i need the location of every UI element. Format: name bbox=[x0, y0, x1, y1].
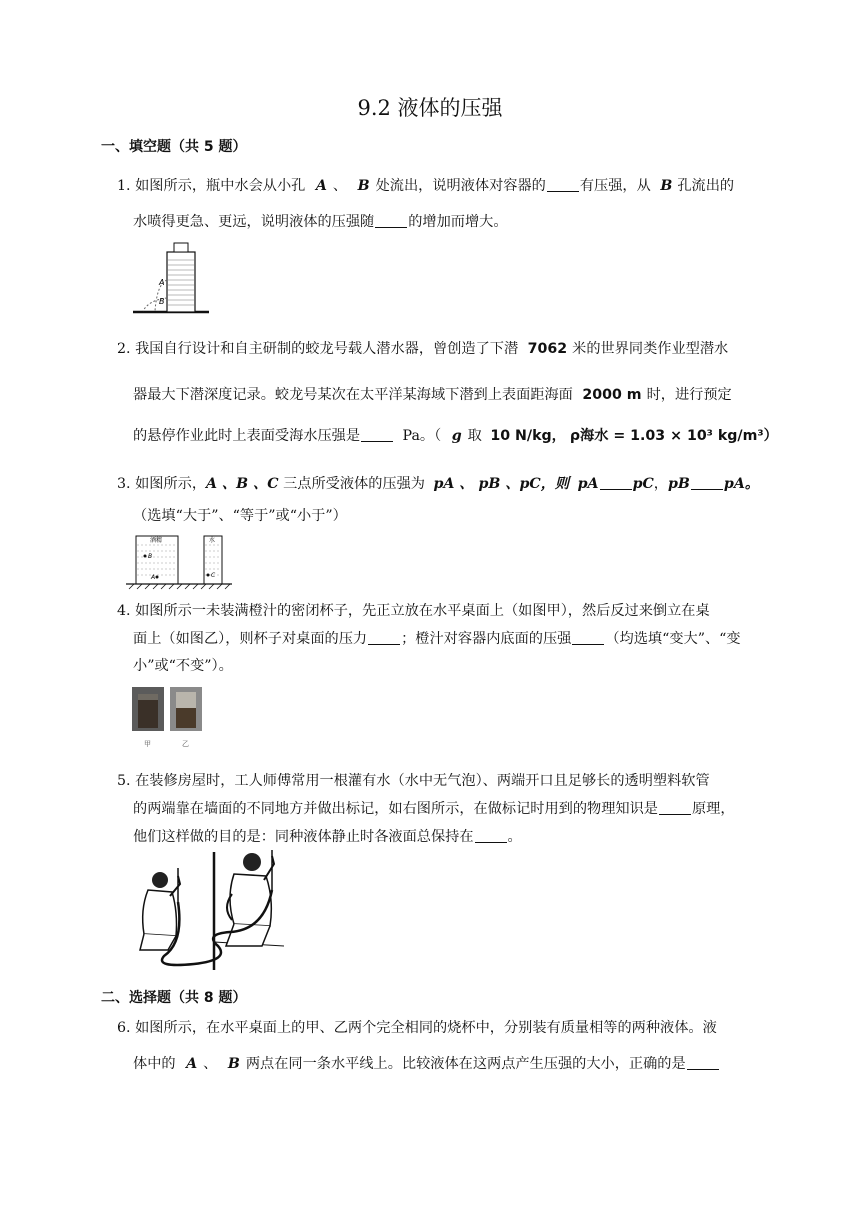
workers-figure bbox=[134, 850, 284, 972]
question-4-line-3: 小”或“不变”）。 bbox=[133, 658, 233, 674]
label-yi: 乙 bbox=[182, 740, 189, 748]
question-1-line-1: 1. 如图所示，瓶中水会从小孔 A 、 B 处流出，说明液体对容器的 有压强，从 B 孔流出的 bbox=[117, 178, 735, 194]
question-number: 1. bbox=[117, 178, 131, 194]
point-a-label: A bbox=[151, 574, 156, 581]
answer-blank[interactable] bbox=[659, 813, 691, 815]
question-5-line-1: 5. 在装修房屋时，工人师傅常用一根灌有水（水中无气泡）、两端开口且足够长的透明塑料软管 bbox=[117, 773, 710, 789]
question-5-line-2: 的两端靠在墙面的不同地方并做出标记，如右图所示，在做标记时用到的物理知识是 原理， bbox=[133, 801, 735, 817]
section-heading-choice: 二、选择题（共 8 题） bbox=[101, 990, 247, 1006]
answer-blank[interactable] bbox=[600, 488, 632, 490]
answer-blank[interactable] bbox=[547, 190, 579, 192]
answer-blank[interactable] bbox=[375, 226, 407, 228]
answer-blank[interactable] bbox=[361, 440, 393, 442]
question-2-line-3: 的悬停作业此时上表面受海水压强是 Pa。（ g 取 10 N/kg， ρ海水 = 1.03 × 10³ kg/m³） bbox=[133, 428, 778, 444]
label-alcohol: 酒精 bbox=[150, 537, 163, 544]
containers-figure bbox=[126, 531, 236, 591]
answer-blank[interactable] bbox=[691, 488, 723, 490]
bottle-figure bbox=[133, 238, 213, 318]
question-number: 6. bbox=[117, 1020, 131, 1036]
answer-blank[interactable] bbox=[475, 841, 507, 843]
question-number: 2. bbox=[117, 341, 131, 357]
answer-blank[interactable] bbox=[368, 643, 400, 645]
answer-blank[interactable] bbox=[572, 643, 604, 645]
answer-blank[interactable] bbox=[687, 1068, 719, 1070]
section-heading-fill-blank: 一、填空题（共 5 题） bbox=[101, 139, 247, 155]
question-4-line-2: 面上（如图乙），则杯子对桌面的压力 ；橙汁对容器内底面的压强 （均选填“变大”、“变 bbox=[133, 631, 741, 647]
question-6-line-1: 6. 如图所示，在水平桌面上的甲、乙两个完全相同的烧杯中，分别装有质量相等的两种液体。液 bbox=[117, 1020, 717, 1036]
point-c-label: C bbox=[211, 572, 216, 579]
point-b-label: B bbox=[148, 553, 153, 560]
question-2-line-2: 器最大下潜深度记录。蛟龙号某次在太平洋某海域下潜到上表面距海面 2000 m 时，进行预定 bbox=[133, 387, 732, 403]
page-title: 9.2 液体的压强 bbox=[357, 96, 503, 120]
question-3-line-1: 3. 如图所示，A 、B 、C 三点所受液体的压强为 pA 、 pB 、pC，则 pA pC，pB pA。 bbox=[117, 476, 760, 492]
label-jia: 甲 bbox=[144, 740, 151, 748]
question-number: 5. bbox=[117, 773, 131, 789]
hole-label-b: B bbox=[159, 297, 165, 306]
question-3-line-2: （选填“大于”、“等于”或“小于”） bbox=[133, 508, 347, 524]
question-number: 4. bbox=[117, 603, 131, 619]
cups-figure bbox=[130, 686, 210, 752]
question-6-line-2: 体中的 A 、 B 两点在同一条水平线上。比较液体在这两点产生压强的大小，正确的是 bbox=[133, 1053, 720, 1073]
question-5-line-3: 他们这样做的目的是：同种液体静止时各液面总保持在 。 bbox=[133, 829, 522, 845]
hole-label-a: A bbox=[159, 278, 165, 287]
question-4-line-1: 4. 如图所示一未装满橙汁的密闭杯子，先正立放在水平桌面上（如图甲），然后反过来倒立在桌 bbox=[117, 603, 710, 619]
question-2-line-1: 2. 我国自行设计和自主研制的蛟龙号载人潜水器，曾创造了下潜 7062 米的世界同类作业型潜水 bbox=[117, 341, 729, 357]
question-number: 3. bbox=[117, 476, 131, 492]
question-1-line-2: 水喷得更急、更远，说明液体的压强随 的增加而增大。 bbox=[133, 214, 508, 230]
label-water: 水 bbox=[209, 537, 216, 544]
